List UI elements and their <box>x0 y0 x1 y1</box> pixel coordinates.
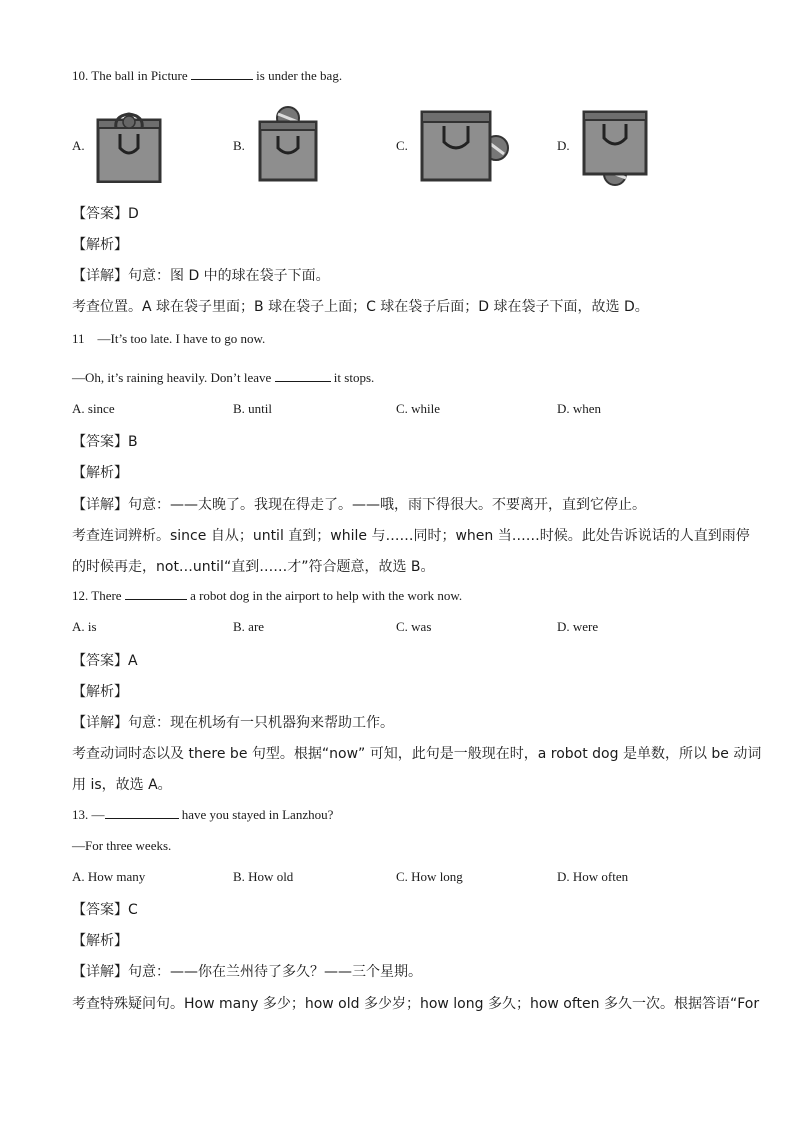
q13-blank <box>105 807 179 819</box>
q13-stem-after: have you stayed in Lanzhou? <box>181 807 334 822</box>
q12-analysis: 【解析】 <box>72 684 128 700</box>
q11-option-d: D. when <box>557 401 602 416</box>
q10-answer: 【答案】D <box>72 206 139 222</box>
q10-explain: 考查位置。A 球在袋子里面；B 球在袋子上面；C 球在袋子后面；D 球在袋子下面，故选 D。 <box>72 299 649 315</box>
q13-reply: —For three weeks. <box>72 838 172 853</box>
q12-blank <box>125 588 187 600</box>
q11-answer: 【答案】B <box>72 434 138 450</box>
q12-answer: 【答案】A <box>72 653 138 669</box>
q13-option-b: B. How old <box>233 869 294 884</box>
bag-ball-inside-icon <box>94 108 164 183</box>
q10-option-c-label: C. <box>396 138 408 153</box>
q11-option-a: A. since <box>72 401 115 416</box>
q13-explain: 考查特殊疑问句。How many 多少；how old 多少岁；how long 多久；how often 多久一次。根据答语“For <box>72 996 760 1012</box>
q11-option-c: C. while <box>396 401 441 416</box>
q10-option-d-label: D. <box>557 138 570 153</box>
q10-option-a-picture <box>94 108 164 188</box>
q10-stem-before: 10. The ball in Picture <box>72 68 188 83</box>
bag-ball-behind-icon <box>418 106 510 184</box>
q10-option-b-label: B. <box>233 138 245 153</box>
q10-option-b-picture <box>256 106 320 187</box>
q10-analysis: 【解析】 <box>72 237 128 253</box>
q10-blank <box>191 68 253 80</box>
q11-dialog-before: —Oh, it’s raining heavily. Don’t leave <box>72 370 272 385</box>
q11-explain-2: 的时候再走，not…until“直到……才”符合题意，故选 B。 <box>72 559 435 575</box>
q12-stem-before: 12. There <box>72 588 122 603</box>
q11-detail: 【详解】句意：——太晚了。我现在得走了。——哦，雨下得很大。不要离开，直到它停止。 <box>72 497 646 513</box>
q10-detail: 【详解】句意：图 D 中的球在袋子下面。 <box>72 268 330 284</box>
q12-detail: 【详解】句意：现在机场有一只机器狗来帮助工作。 <box>72 715 394 731</box>
q11-explain-1: 考查连词辨析。since 自从；until 直到；while 与……同时；when 当……时候。此处告诉说话的人直到雨停 <box>72 528 750 544</box>
q10-option-d-picture <box>580 106 650 193</box>
q12-explain-2: 用 is，故选 A。 <box>72 777 172 793</box>
q13-answer: 【答案】C <box>72 902 138 918</box>
q13-option-a: A. How many <box>72 869 146 884</box>
q13-option-d: D. How often <box>557 869 629 884</box>
q11-analysis: 【解析】 <box>72 465 128 481</box>
q13-stem <box>72 807 333 823</box>
q13-detail: 【详解】句意：——你在兰州待了多久？——三个星期。 <box>72 964 422 980</box>
q11-dialog-after: it stops. <box>333 370 375 385</box>
q11-dialog <box>72 370 374 386</box>
q11-stem: 11 —It’s too late. I have to go now. <box>72 331 266 346</box>
bag-ball-under-icon <box>580 106 650 188</box>
bag-ball-on-top-icon <box>256 106 320 182</box>
q12-option-d: D. were <box>557 619 599 634</box>
q11-blank <box>275 370 331 382</box>
q10-stem <box>72 68 342 84</box>
q12-option-b: B. are <box>233 619 265 634</box>
q10-stem-after: is under the bag. <box>256 68 343 83</box>
q13-option-c: C. How long <box>396 869 463 884</box>
q12-stem-after: a robot dog in the airport to help with the work now. <box>190 588 463 603</box>
q11-option-b: B. until <box>233 401 273 416</box>
q10-option-c-picture <box>418 106 510 189</box>
q12-explain-1: 考查动词时态以及 there be 句型。根据“now” 可知，此句是一般现在时，a robot dog 是单数，所以 be 动词 <box>72 746 762 762</box>
q13-stem-before: 13. — <box>72 807 105 822</box>
q10-option-a-label: A. <box>72 138 85 153</box>
q13-analysis: 【解析】 <box>72 933 128 949</box>
q12-option-a: A. is <box>72 619 97 634</box>
q12-stem <box>72 588 462 604</box>
q12-option-c: C. was <box>396 619 432 634</box>
